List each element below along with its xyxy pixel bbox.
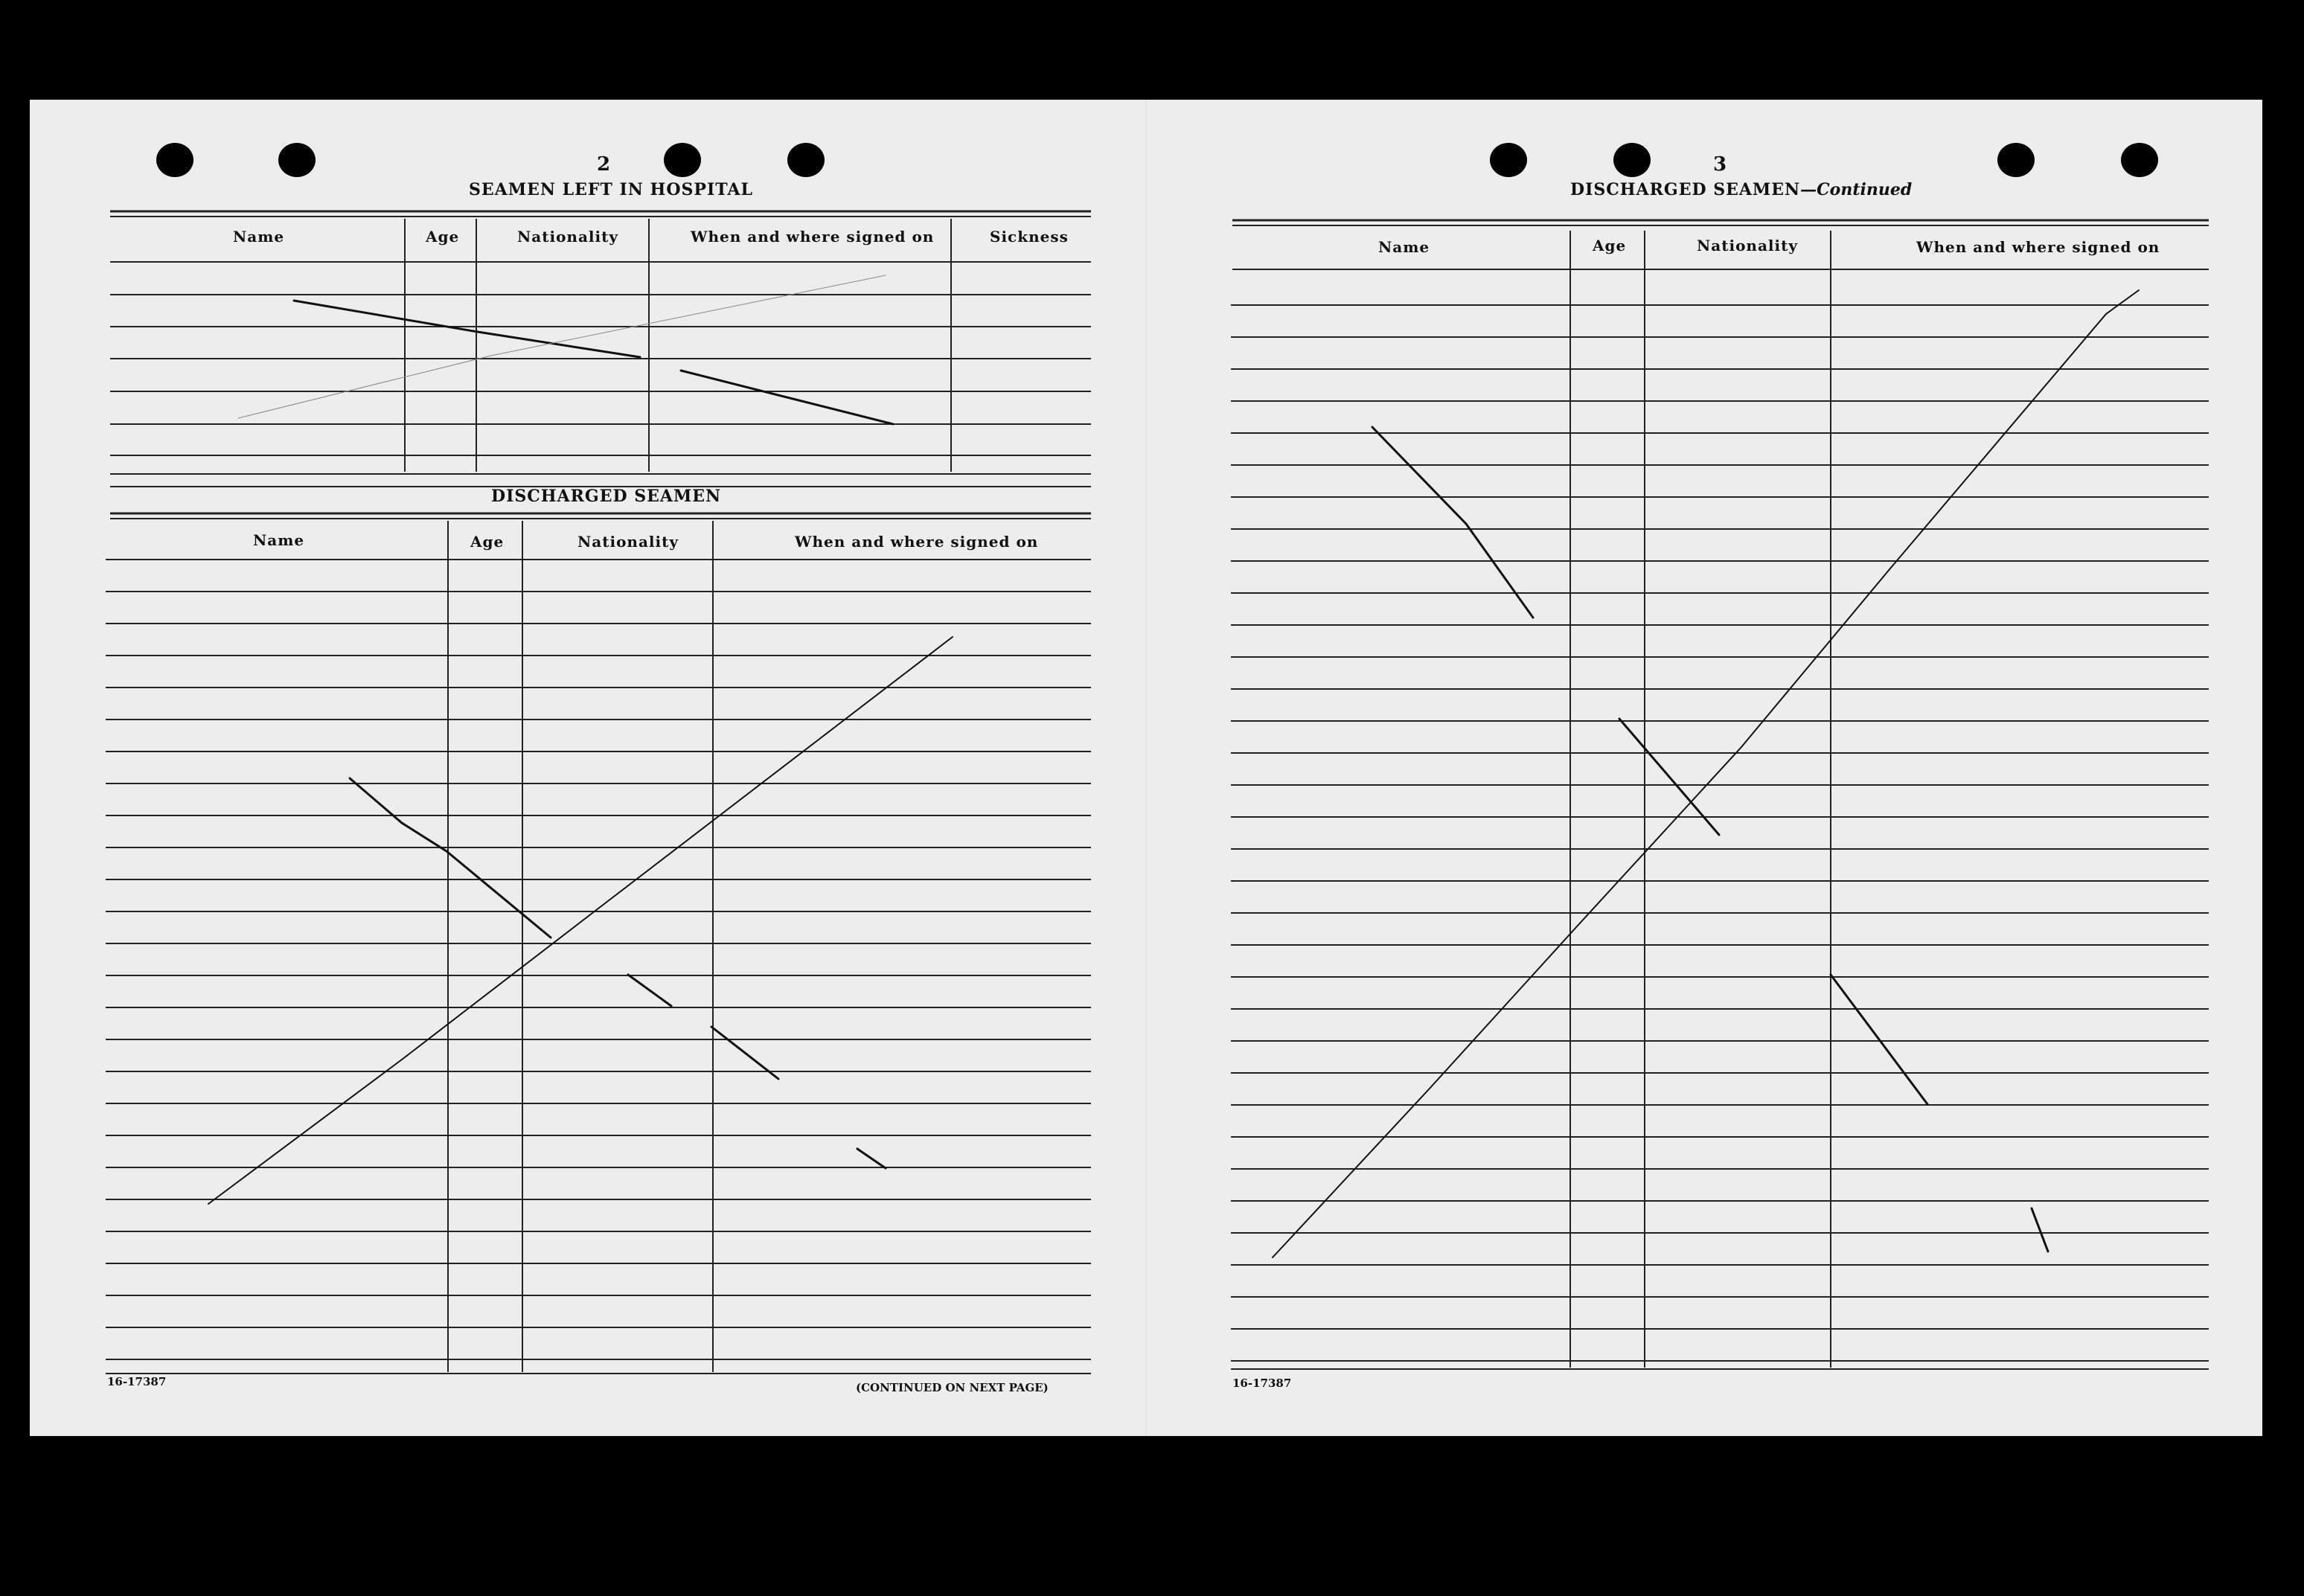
- cancel-stroke: [1273, 290, 2139, 1257]
- discharged-col-name: Name: [253, 531, 305, 549]
- hospital-section-title: SEAMEN LEFT IN HOSPITAL: [469, 180, 753, 199]
- right-col-nationality: Nationality: [1697, 237, 1798, 254]
- continued-note: (CONTINUED ON NEXT PAGE): [856, 1381, 1049, 1394]
- hospital-col-signed-on: When and where signed on: [691, 228, 935, 246]
- cancel-stroke: [857, 1149, 886, 1168]
- right-section-title-main: DISCHARGED SEAMEN: [1570, 180, 1801, 199]
- form-ruling: [30, 100, 2262, 1436]
- discharged-col-nationality: Nationality: [577, 533, 679, 551]
- right-section-title-suffix: —Continued: [1800, 180, 1913, 199]
- cancel-stroke: [350, 778, 551, 938]
- right-col-name: Name: [1378, 238, 1430, 256]
- right-col-age: Age: [1593, 237, 1627, 254]
- cancel-stroke: [1831, 975, 1927, 1104]
- cancel-stroke: [628, 975, 671, 1006]
- cancel-stroke: [2032, 1208, 2048, 1252]
- hospital-col-nationality: Nationality: [517, 228, 618, 246]
- right-section-title: [1570, 180, 1912, 199]
- right-form-number: 16-17387: [1232, 1377, 1292, 1390]
- left-page-number: 2: [597, 153, 611, 176]
- right-col-signed-on: When and where signed on: [1916, 238, 2160, 256]
- cancel-stroke: [208, 637, 953, 1204]
- document-sheet: [30, 100, 2262, 1436]
- cancel-stroke: [681, 371, 893, 424]
- hospital-col-name: Name: [233, 228, 285, 246]
- right-page-number: 3: [1713, 153, 1727, 176]
- discharged-section-title: DISCHARGED SEAMEN: [491, 487, 722, 506]
- cancel-stroke: [1372, 427, 1533, 618]
- hospital-col-sickness: Sickness: [990, 228, 1069, 246]
- left-form-number: 16-17387: [107, 1375, 167, 1388]
- cancel-stroke: [294, 301, 640, 357]
- hospital-col-age: Age: [426, 228, 460, 246]
- discharged-col-age: Age: [470, 533, 505, 551]
- discharged-col-signed-on: When and where signed on: [795, 533, 1039, 551]
